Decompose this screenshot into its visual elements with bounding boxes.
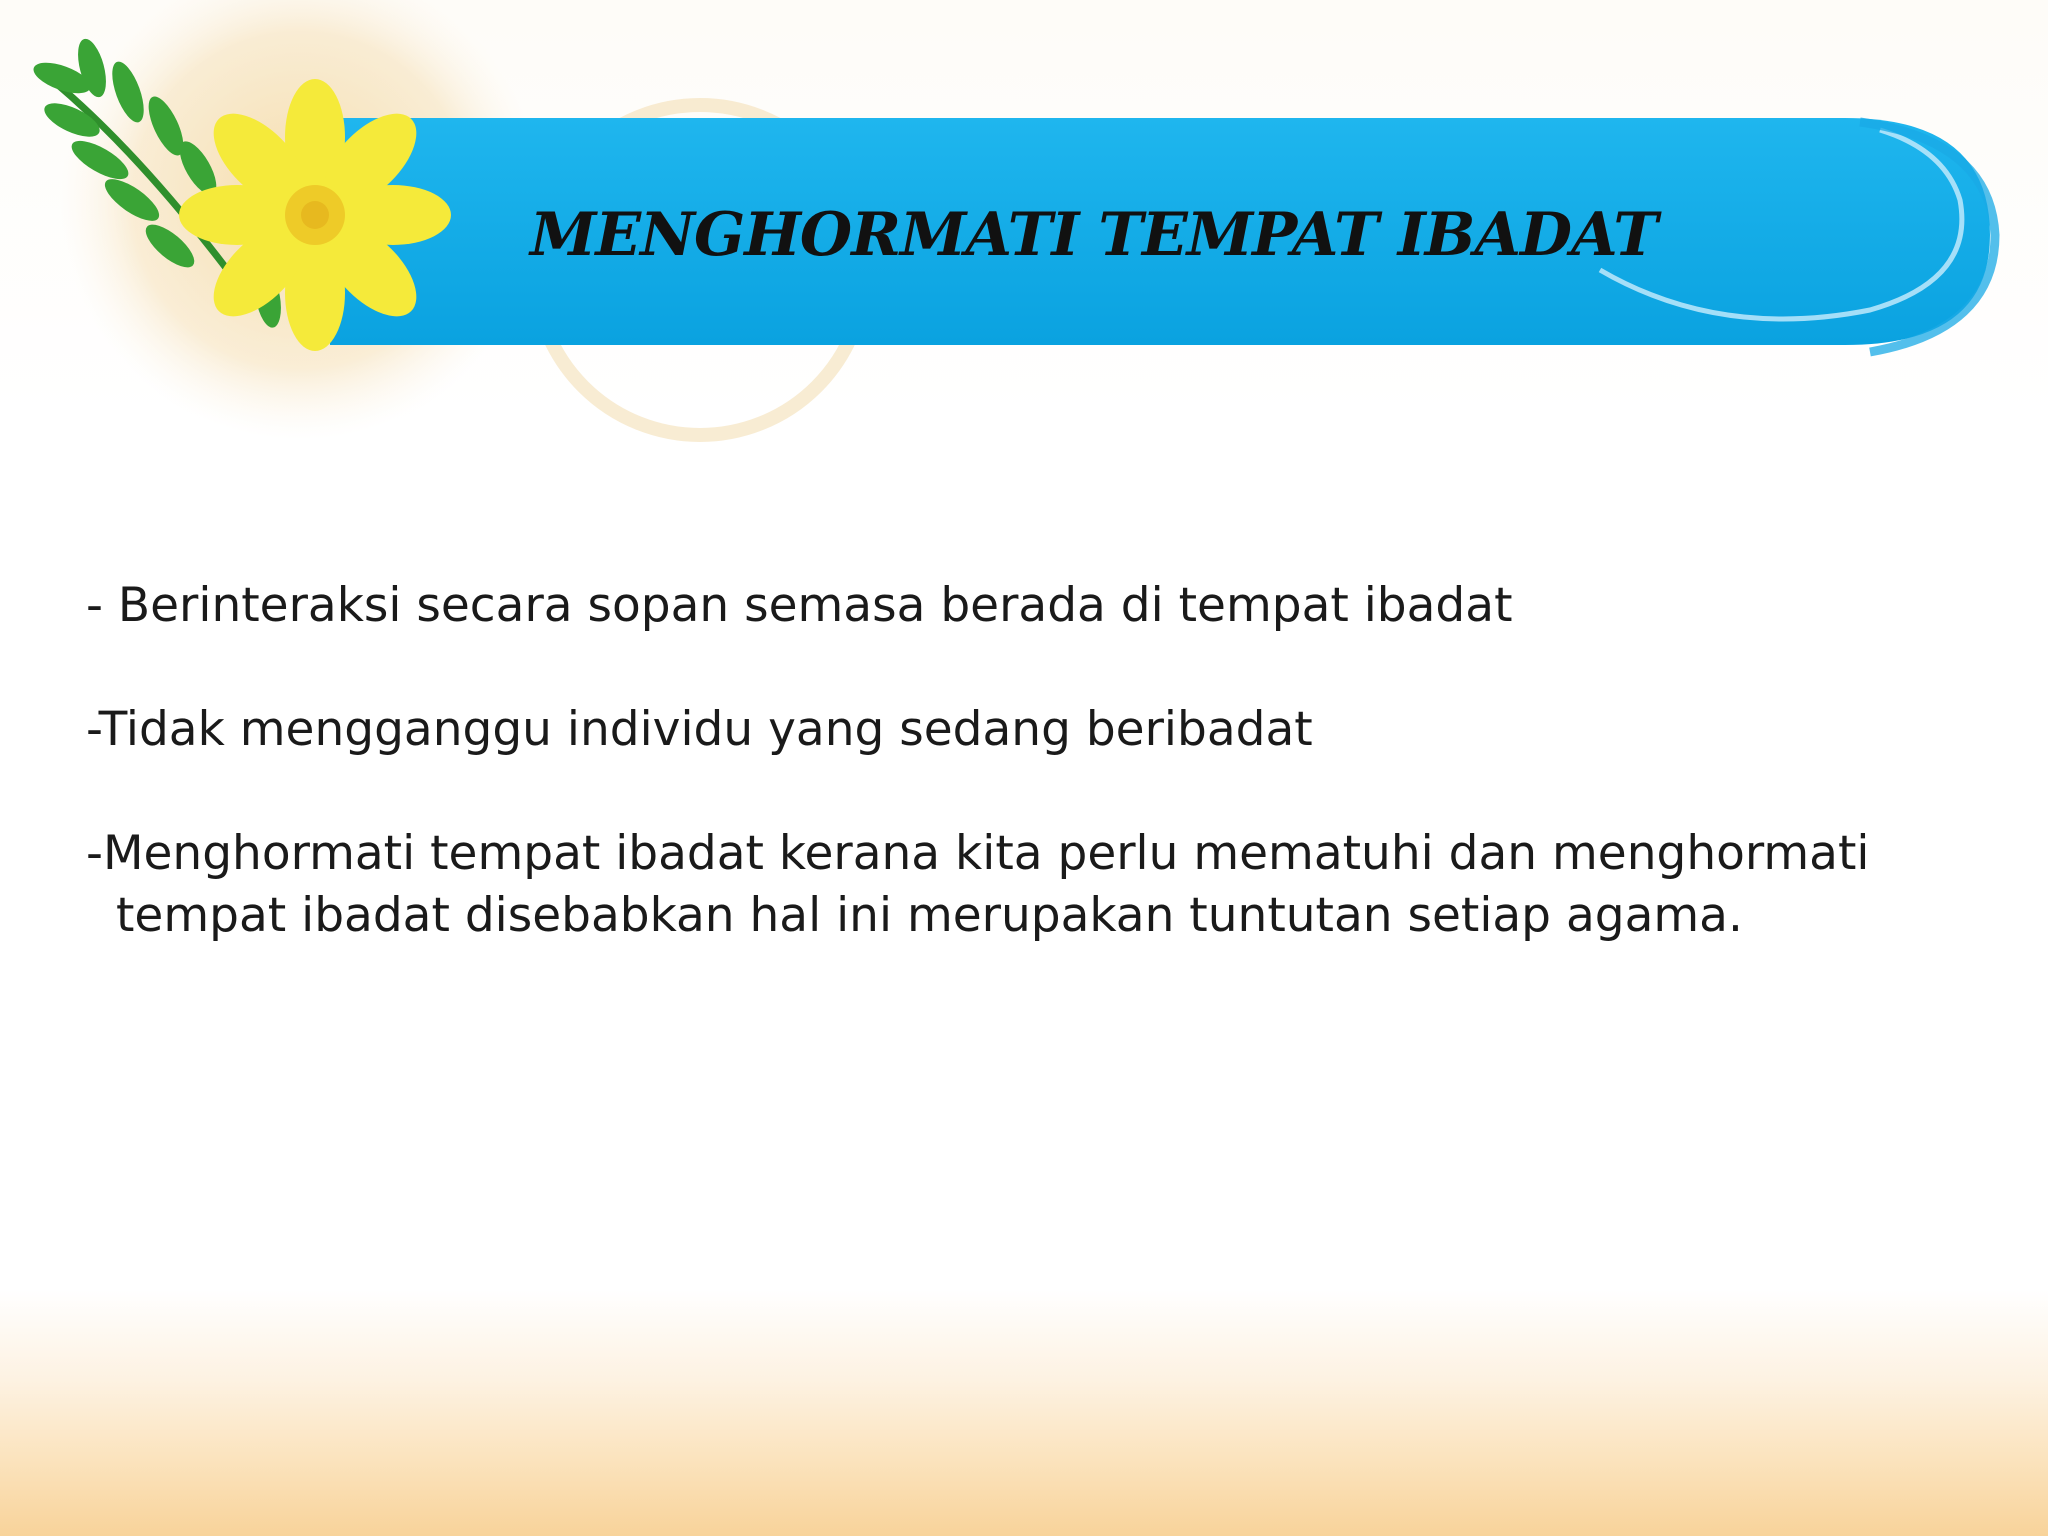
bullet-point-1 [86, 575, 1986, 637]
slide-title: MENGHORMATI TEMPAT IBADAT [530, 200, 1657, 270]
bullet-point-2 [86, 699, 1986, 761]
bullet-point-3 [86, 823, 1986, 947]
bullet-text: - Berinteraksi secara sopan semasa berada di tempat ibadat [86, 578, 1513, 633]
bullet-text: -Menghormati tempat ibadat kerana kita perlu mematuhi dan menghormati [86, 826, 1870, 881]
bullet-text-continuation: tempat ibadat disebabkan hal ini merupakan tuntutan setiap agama. [116, 888, 1743, 943]
bullet-list [86, 575, 1986, 947]
flower-icon [179, 79, 451, 351]
bullet-text: -Tidak mengganggu individu yang sedang beribadat [86, 702, 1313, 757]
